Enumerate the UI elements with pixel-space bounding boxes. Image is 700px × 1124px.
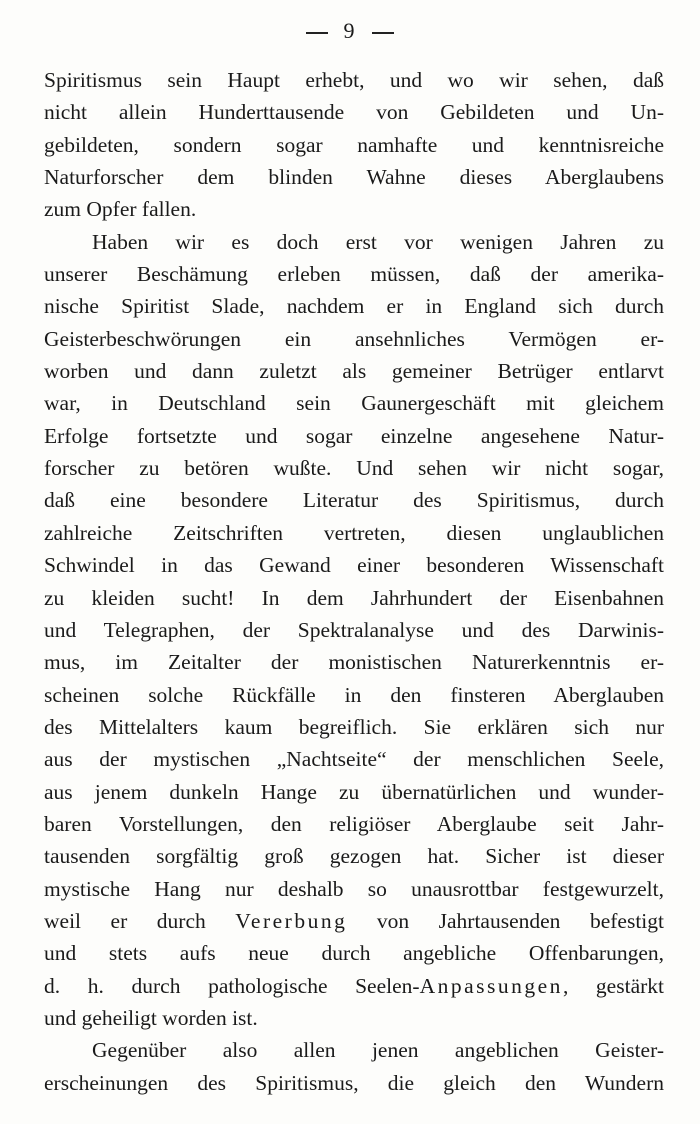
text-line: Geisterbeschwörungen ein ansehnliches Vermögen er- bbox=[44, 326, 664, 351]
text-line: Haben wir es doch erst vor wenigen Jahren zu bbox=[92, 229, 664, 254]
text-line: mystische Hang nur deshalb so unausrottbar festgewurzelt, bbox=[44, 876, 664, 901]
text-line: und stets aufs neue durch angebliche Offenbarungen, bbox=[44, 941, 664, 966]
text-line-anpassungen bbox=[44, 970, 664, 1002]
text-line: unserer Beschämung erleben müssen, daß der amerika- bbox=[44, 262, 664, 287]
text-segment: d. h. durch pathologische Seelen- bbox=[44, 973, 420, 998]
text-line: erscheinungen des Spiritismus, die gleich den Wundern bbox=[44, 1070, 664, 1095]
text-line: mus, im Zeitalter der monistischen Naturerkenntnis er- bbox=[44, 650, 664, 675]
page-body bbox=[44, 64, 664, 1099]
page-header bbox=[0, 16, 700, 46]
text-line: zum Opfer fallen. bbox=[44, 197, 197, 222]
text-line: zahlreiche Zeitschriften vertreten, diesen unglaublichen bbox=[44, 520, 664, 545]
text-line: worben und dann zuletzt als gemeiner Betrüger entlarvt bbox=[44, 359, 664, 384]
text-line: war, in Deutschland sein Gaunergeschäft mit gleichem bbox=[44, 391, 664, 416]
text-line: Spiritismus sein Haupt erhebt, und wo wir sehen, daß bbox=[44, 68, 664, 92]
text-line: und geheiligt worden ist. bbox=[44, 1005, 258, 1030]
text-line: Erfolge fortsetzte und sogar einzelne angesehene Natur- bbox=[44, 423, 664, 448]
text-line: des Mittelalters kaum begreiflich. Sie erklären sich nur bbox=[44, 714, 664, 739]
text-line: Schwindel in das Gewand einer besonderen Wissenschaft bbox=[44, 553, 664, 578]
paragraph-2 bbox=[44, 226, 664, 1035]
text-segment: weil er durch bbox=[44, 908, 236, 933]
text-line: gebildeten, sondern sogar namhafte und kenntnisreiche bbox=[44, 132, 664, 157]
text-segment: von Jahrtausenden befestigt bbox=[347, 908, 664, 933]
text-line: aus der mystischen „Nachtseite“ der menschlichen Seele, bbox=[44, 747, 664, 772]
text-line: nicht allein Hunderttausende von Gebildeten und Un- bbox=[44, 100, 664, 125]
page-number: 9 bbox=[343, 18, 357, 43]
emphasized-term: Anpassungen bbox=[419, 973, 563, 998]
text-line: Naturforscher dem blinden Wahne dieses Aberglaubens bbox=[44, 165, 664, 190]
header-dash-right bbox=[372, 32, 394, 34]
paragraph-1 bbox=[44, 64, 664, 226]
text-line: forscher zu betören wußte. Und sehen wir nicht sogar, bbox=[44, 456, 664, 481]
text-line: daß eine besondere Literatur des Spiritismus, durch bbox=[44, 488, 664, 513]
text-line: tausenden sorgfältig groß gezogen hat. Sicher ist dieser bbox=[44, 844, 664, 869]
text-line: Gegenüber also allen jenen angeblichen Geister- bbox=[92, 1038, 664, 1063]
emphasized-term: Vererbung bbox=[235, 908, 348, 933]
text-line: aus jenem dunkeln Hange zu übernatürlichen und wunder- bbox=[44, 779, 664, 804]
text-line: und Telegraphen, der Spektralanalyse und des Darwinis- bbox=[44, 617, 664, 642]
text-line: scheinen solche Rückfälle in den finsteren Aberglauben bbox=[44, 682, 664, 707]
header-dash-left bbox=[306, 32, 328, 34]
paragraph-3 bbox=[44, 1034, 664, 1099]
text-line: nische Spiritist Slade, nachdem er in England sich durch bbox=[44, 294, 664, 319]
text-line-vererbung bbox=[44, 905, 664, 937]
text-segment: , gestärkt bbox=[562, 973, 664, 998]
text-line: baren Vorstellungen, den religiöser Aberglaube seit Jahr- bbox=[44, 811, 664, 836]
text-line: zu kleiden sucht! In dem Jahrhundert der Eisenbahnen bbox=[44, 585, 664, 610]
